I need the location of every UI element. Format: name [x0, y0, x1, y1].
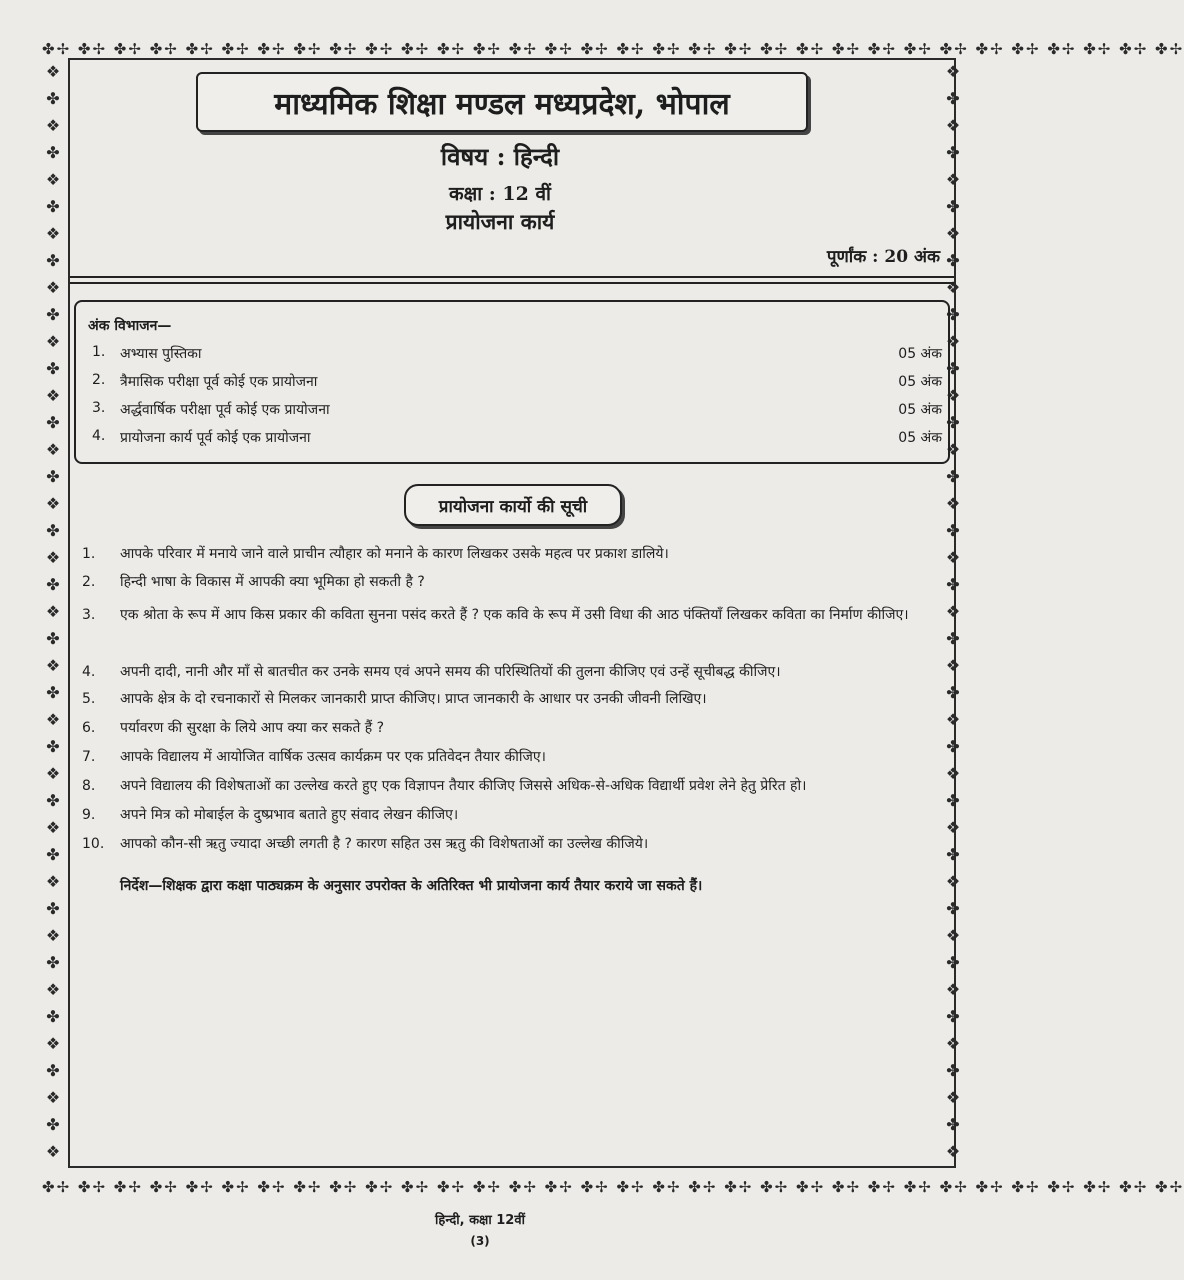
marks-row-number: 1. — [92, 344, 106, 360]
marks-row-value: 05 अंक — [898, 430, 942, 446]
marks-row-number: 3. — [92, 400, 106, 416]
project-list-title: प्रायोजना कार्यो की सूची — [404, 484, 622, 526]
class-heading: कक्षा : 12 वीं — [449, 183, 551, 205]
marks-row-value: 05 अंक — [898, 346, 942, 362]
list-item-number: 5. — [82, 691, 96, 707]
ornamental-border-top: ✤✢ ✤✢ ✤✢ ✤✢ ✤✢ ✤✢ ✤✢ ✤✢ ✤✢ ✤✢ ✤✢ ✤✢ ✤✢ ✤✢ ✤✢ ✤✢ ✤✢ ✤✢ ✤✢ ✤✢ ✤✢ ✤✢ ✤✢ ✤✢ ✤✢ ✤✢ ✤✢ ✤✢ ✤✢ ✤✢ ✤✢ ✤✢ — [42, 40, 1184, 58]
list-item-number: 4. — [82, 664, 96, 680]
divider-line — [70, 276, 954, 278]
marks-division-heading: अंक विभाजन— — [88, 318, 172, 334]
subject-heading: विषय : हिन्दी — [440, 142, 560, 171]
list-item-text: पर्यावरण की सुरक्षा के लिये आप क्या कर सकते हैं ? — [120, 720, 385, 736]
list-item-text: एक श्रोता के रूप में आप किस प्रकार की कविता सुनना पसंद करते हैं ? एक कवि के रूप में उसी विधा की आठ पंक्तियाँ लिखकर कविता का निर्माण कीजिए। — [120, 607, 909, 623]
list-item — [82, 832, 944, 856]
marks-row-text: प्रायोजना कार्य पूर्व कोई एक प्रायोजना — [120, 430, 311, 446]
marks-row-text: अभ्यास पुस्तिका — [120, 346, 202, 362]
marks-row-number: 4. — [92, 428, 106, 444]
board-title: माध्यमिक शिक्षा मण्डल मध्यप्रदेश, भोपाल — [196, 72, 808, 132]
list-item-text: हिन्दी भाषा के विकास में आपकी क्या भूमिका हो सकती है ? — [120, 574, 425, 590]
list-item — [82, 687, 944, 711]
list-item-number: 6. — [82, 720, 96, 736]
list-item — [82, 774, 944, 798]
marks-row-value: 05 अंक — [898, 402, 942, 418]
instruction-note: निर्देश—शिक्षक द्वारा कक्षा पाठ्यक्रम के अनुसार उपरोक्त के अतिरिक्त भी प्रायोजना कार्य तैयार कराये जा सकते हैं। — [120, 878, 703, 894]
marks-row — [92, 372, 942, 396]
list-item-text: अपने मित्र को मोबाईल के दुष्प्रभाव बताते हुए संवाद लेखन कीजिए। — [120, 807, 459, 823]
page-number: (3) — [470, 1234, 490, 1248]
marks-row — [92, 428, 942, 452]
marks-row-number: 2. — [92, 372, 106, 388]
footer-subject-class: हिन्दी, कक्षा 12वीं — [435, 1213, 525, 1228]
list-item-number: 3. — [82, 607, 96, 623]
list-item-number: 7. — [82, 749, 96, 765]
list-item-number: 8. — [82, 778, 96, 794]
list-item-text: अपने विद्यालय की विशेषताओं का उल्लेख करते हुए एक विज्ञापन तैयार कीजिए जिससे अधिक-से-अधिक विद्यार्थी प्रवेश लेने हेतु प्रेरित हो। — [120, 778, 807, 794]
list-item-number: 10. — [82, 836, 105, 852]
list-item-number: 2. — [82, 574, 96, 590]
list-item-text: आपके परिवार में मनाये जाने वाले प्राचीन त्यौहार को मनाने के कारण लिखकर उसके महत्व पर प्रकाश डालिये। — [120, 546, 669, 562]
list-item — [82, 745, 944, 769]
list-item-number: 1. — [82, 546, 96, 562]
list-item-text: आपके क्षेत्र के दो रचनाकारों से मिलकर जानकारी प्राप्त कीजिए। प्राप्त जानकारी के आधार पर उनकी जीवनी लिखिए। — [120, 691, 707, 707]
total-marks: पूर्णांक : 20 अंक — [826, 247, 940, 267]
marks-row-text: अर्द्धवार्षिक परीक्षा पूर्व कोई एक प्रायोजना — [120, 402, 330, 418]
marks-row — [92, 344, 942, 368]
list-item-number: 9. — [82, 807, 96, 823]
ornamental-border-bottom: ✤✢ ✤✢ ✤✢ ✤✢ ✤✢ ✤✢ ✤✢ ✤✢ ✤✢ ✤✢ ✤✢ ✤✢ ✤✢ ✤✢ ✤✢ ✤✢ ✤✢ ✤✢ ✤✢ ✤✢ ✤✢ ✤✢ ✤✢ ✤✢ ✤✢ ✤✢ ✤✢ ✤✢ ✤✢ ✤✢ ✤✢ ✤✢ — [42, 1178, 1184, 1196]
ornamental-border-right: ❖ ✤ ❖ ✤ ❖ ✤ ❖ ✤ ❖ ✤ ❖ ✤ ❖ ✤ ❖ ✤ ❖ ✤ ❖ ✤ ❖ ✤ ❖ ✤ ❖ ✤ ❖ ✤ ❖ ✤ ❖ ✤ ❖ ✤ ❖ ✤ ❖ ✤ ❖ ✤ ❖ — [945, 62, 961, 1161]
list-item — [82, 716, 944, 740]
list-item — [82, 660, 944, 684]
project-work-heading: प्रायोजना कार्य — [445, 209, 555, 234]
marks-row — [92, 400, 942, 424]
ornamental-border-left: ❖ ✤ ❖ ✤ ❖ ✤ ❖ ✤ ❖ ✤ ❖ ✤ ❖ ✤ ❖ ✤ ❖ ✤ ❖ ✤ ❖ ✤ ❖ ✤ ❖ ✤ ❖ ✤ ❖ ✤ ❖ ✤ ❖ ✤ ❖ ✤ ❖ ✤ ❖ ✤ ❖ — [45, 62, 61, 1161]
list-item — [82, 603, 944, 627]
list-item — [82, 803, 944, 827]
list-item — [82, 542, 944, 566]
list-item — [82, 570, 944, 594]
marks-row-value: 05 अंक — [898, 374, 942, 390]
list-item-text: आपको कौन-सी ऋतु ज्यादा अच्छी लगती है ? कारण सहित उस ऋतु की विशेषताओं का उल्लेख कीजिये। — [120, 836, 649, 852]
marks-row-text: त्रैमासिक परीक्षा पूर्व कोई एक प्रायोजना — [120, 374, 318, 390]
list-item-text: अपनी दादी, नानी और माँ से बातचीत कर उनके समय एवं अपने समय की परिस्थितियों की तुलना कीजिए एवं उन्हें सूचीबद्ध कीजिए। — [120, 664, 781, 680]
list-item-text: आपके विद्यालय में आयोजित वार्षिक उत्सव कार्यक्रम पर एक प्रतिवेदन तैयार कीजिए। — [120, 749, 546, 765]
divider-line — [70, 282, 954, 284]
